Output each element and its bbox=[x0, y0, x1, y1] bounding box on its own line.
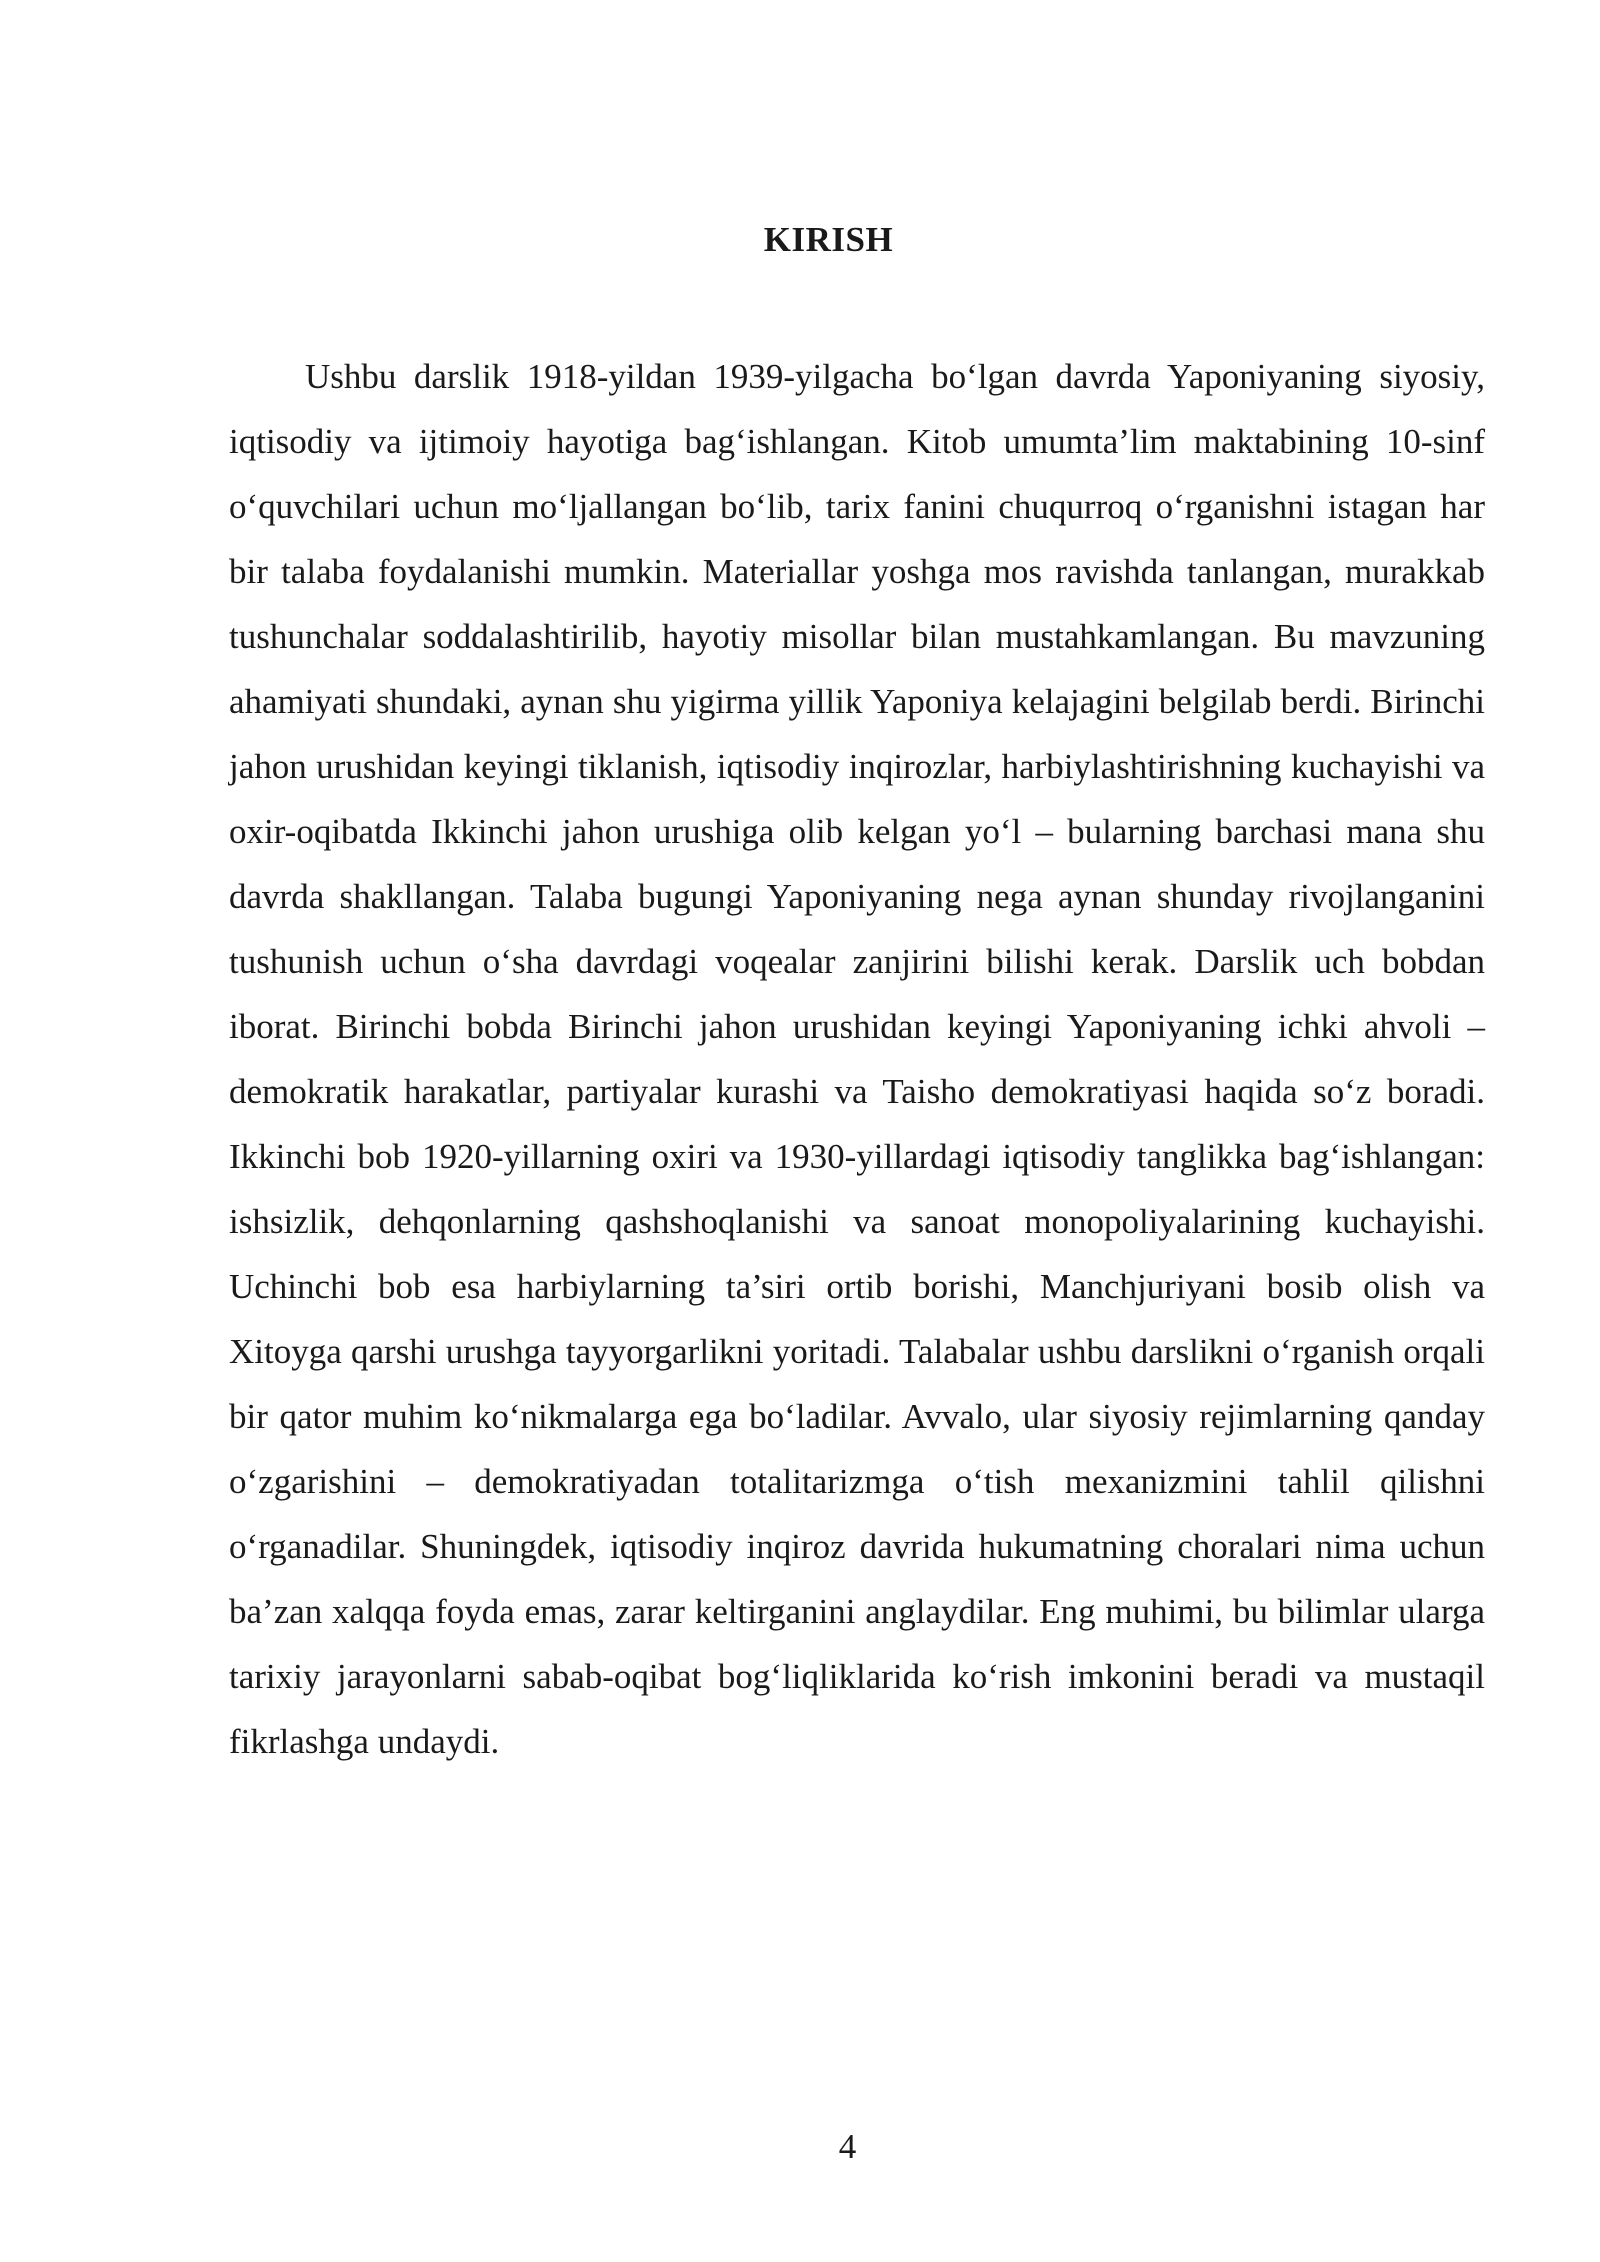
body-paragraph: Ushbu darslik 1918-yildan 1939-yilgacha bo‘lgan davrda Yaponiyaning siyosiy, iqtisodiy va ijtimoiy hayotiga bag‘ishlangan. Kitob umumta’lim maktabining 10-sinf o‘quvchilari uchun mo‘ljallangan bo‘lib, tarix fanini chuqurroq o‘rganishni istagan har bir talaba foydalanishi mumkin. Materiallar yoshga mos ravishda tanlangan, murakkab tushunchalar soddalashtirilib, hayotiy misollar bilan mustahkamlangan. Bu mavzuning ahamiyati shundaki, aynan shu yigirma yillik Yaponiya kelajagini belgilab berdi. Birinchi jahon urushidan keyingi tiklanish, iqtisodiy inqirozlar, harbiylashtirishning kuchayishi va oxir-oqibatda Ikkinchi jahon urushiga olib kelgan yo‘l – bularning barchasi mana shu davrda shakllangan. Talaba bugungi Yaponiyaning nega aynan shunday rivojlanganini tushunish uchun o‘sha davrdagi voqealar zanjirini bilishi kerak. Darslik uch bobdan iborat. Birinchi bobda Birinchi jahon urushidan keyingi Yaponiyaning ichki ahvoli – demokratik harakatlar, partiyalar kurashi va Taisho demokratiyasi haqida so‘z boradi. Ikkinchi bob 1920-yillarning oxiri va 1930-yillardagi iqtisodiy tanglikka bag‘ishlangan: ishsizlik, dehqonlarning qashshoqlanishi va sanoat monopoliyalarining kuchayishi. Uchinchi bob esa harbiylarning ta’siri ortib borishi, Manchjuriyani bosib olish va Xitoyga qarshi urushga tayyorgarlikni yoritadi. Talabalar ushbu darslikni o‘rganish orqali bir qator muhim ko‘nikmalarga ega bo‘ladilar. Avvalo, ular siyosiy rejimlarning qanday o‘zgarishini – demokratiyadan totalitarizmga o‘tish mexanizmini tahlil qilishni o‘rganadilar. Shuningdek, iqtisodiy inqiroz davrida hukumatning choralari nima uchun ba’zan xalqqa foyda emas, zarar keltirganini anglaydilar. Eng muhimi, bu bilimlar ularga tarixiy jarayonlarni sabab-oqibat bog‘liqliklarida ko‘rish imkonini beradi va mustaqil fikrlashga undaydi. bbox=[229, 357, 1485, 1761]
page-title: KIRISH bbox=[763, 220, 894, 259]
page-number: 4 bbox=[838, 2127, 857, 2166]
